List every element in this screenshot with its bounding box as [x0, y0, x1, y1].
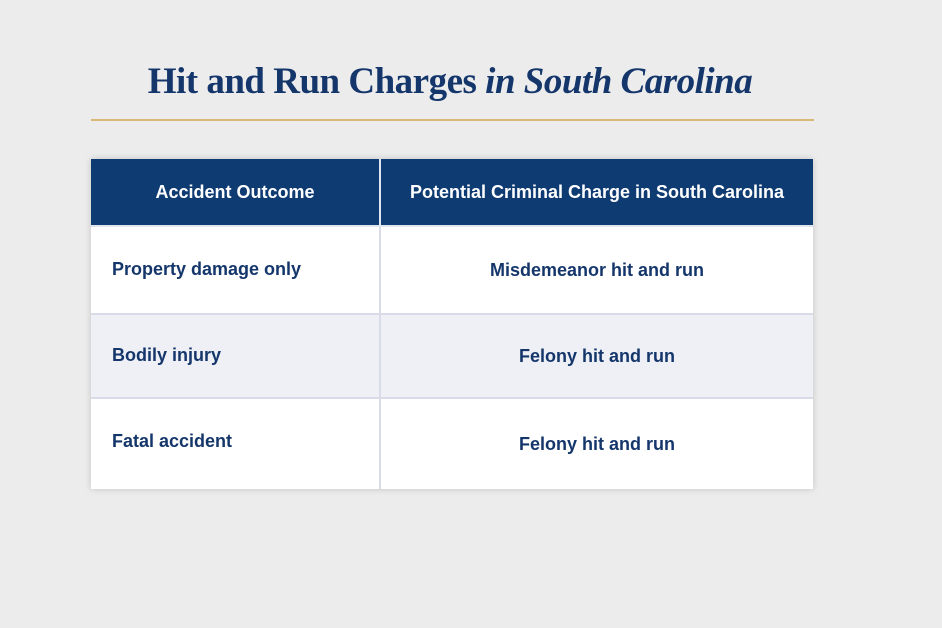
outcome-cell: Fatal accident — [91, 398, 380, 489]
charges-table-container — [91, 159, 813, 489]
table-row — [91, 398, 813, 489]
title-divider — [91, 119, 814, 121]
outcome-cell: Property damage only — [91, 226, 380, 314]
title-emphasis: in South Carolina — [485, 61, 753, 102]
column-header-accident-outcome: Accident Outcome — [91, 159, 380, 226]
charge-cell: Felony hit and run — [380, 398, 813, 489]
title-main: Hit and Run Charges — [147, 61, 486, 102]
charges-table — [91, 159, 813, 489]
page-title — [0, 60, 900, 104]
outcome-cell: Bodily injury — [91, 314, 380, 398]
column-header-potential-charge: Potential Criminal Charge in South Carolina — [380, 159, 813, 226]
table-header-row — [91, 159, 813, 226]
charge-cell: Felony hit and run — [380, 314, 813, 398]
charge-cell: Misdemeanor hit and run — [380, 226, 813, 314]
table-row — [91, 226, 813, 314]
table-row — [91, 314, 813, 398]
